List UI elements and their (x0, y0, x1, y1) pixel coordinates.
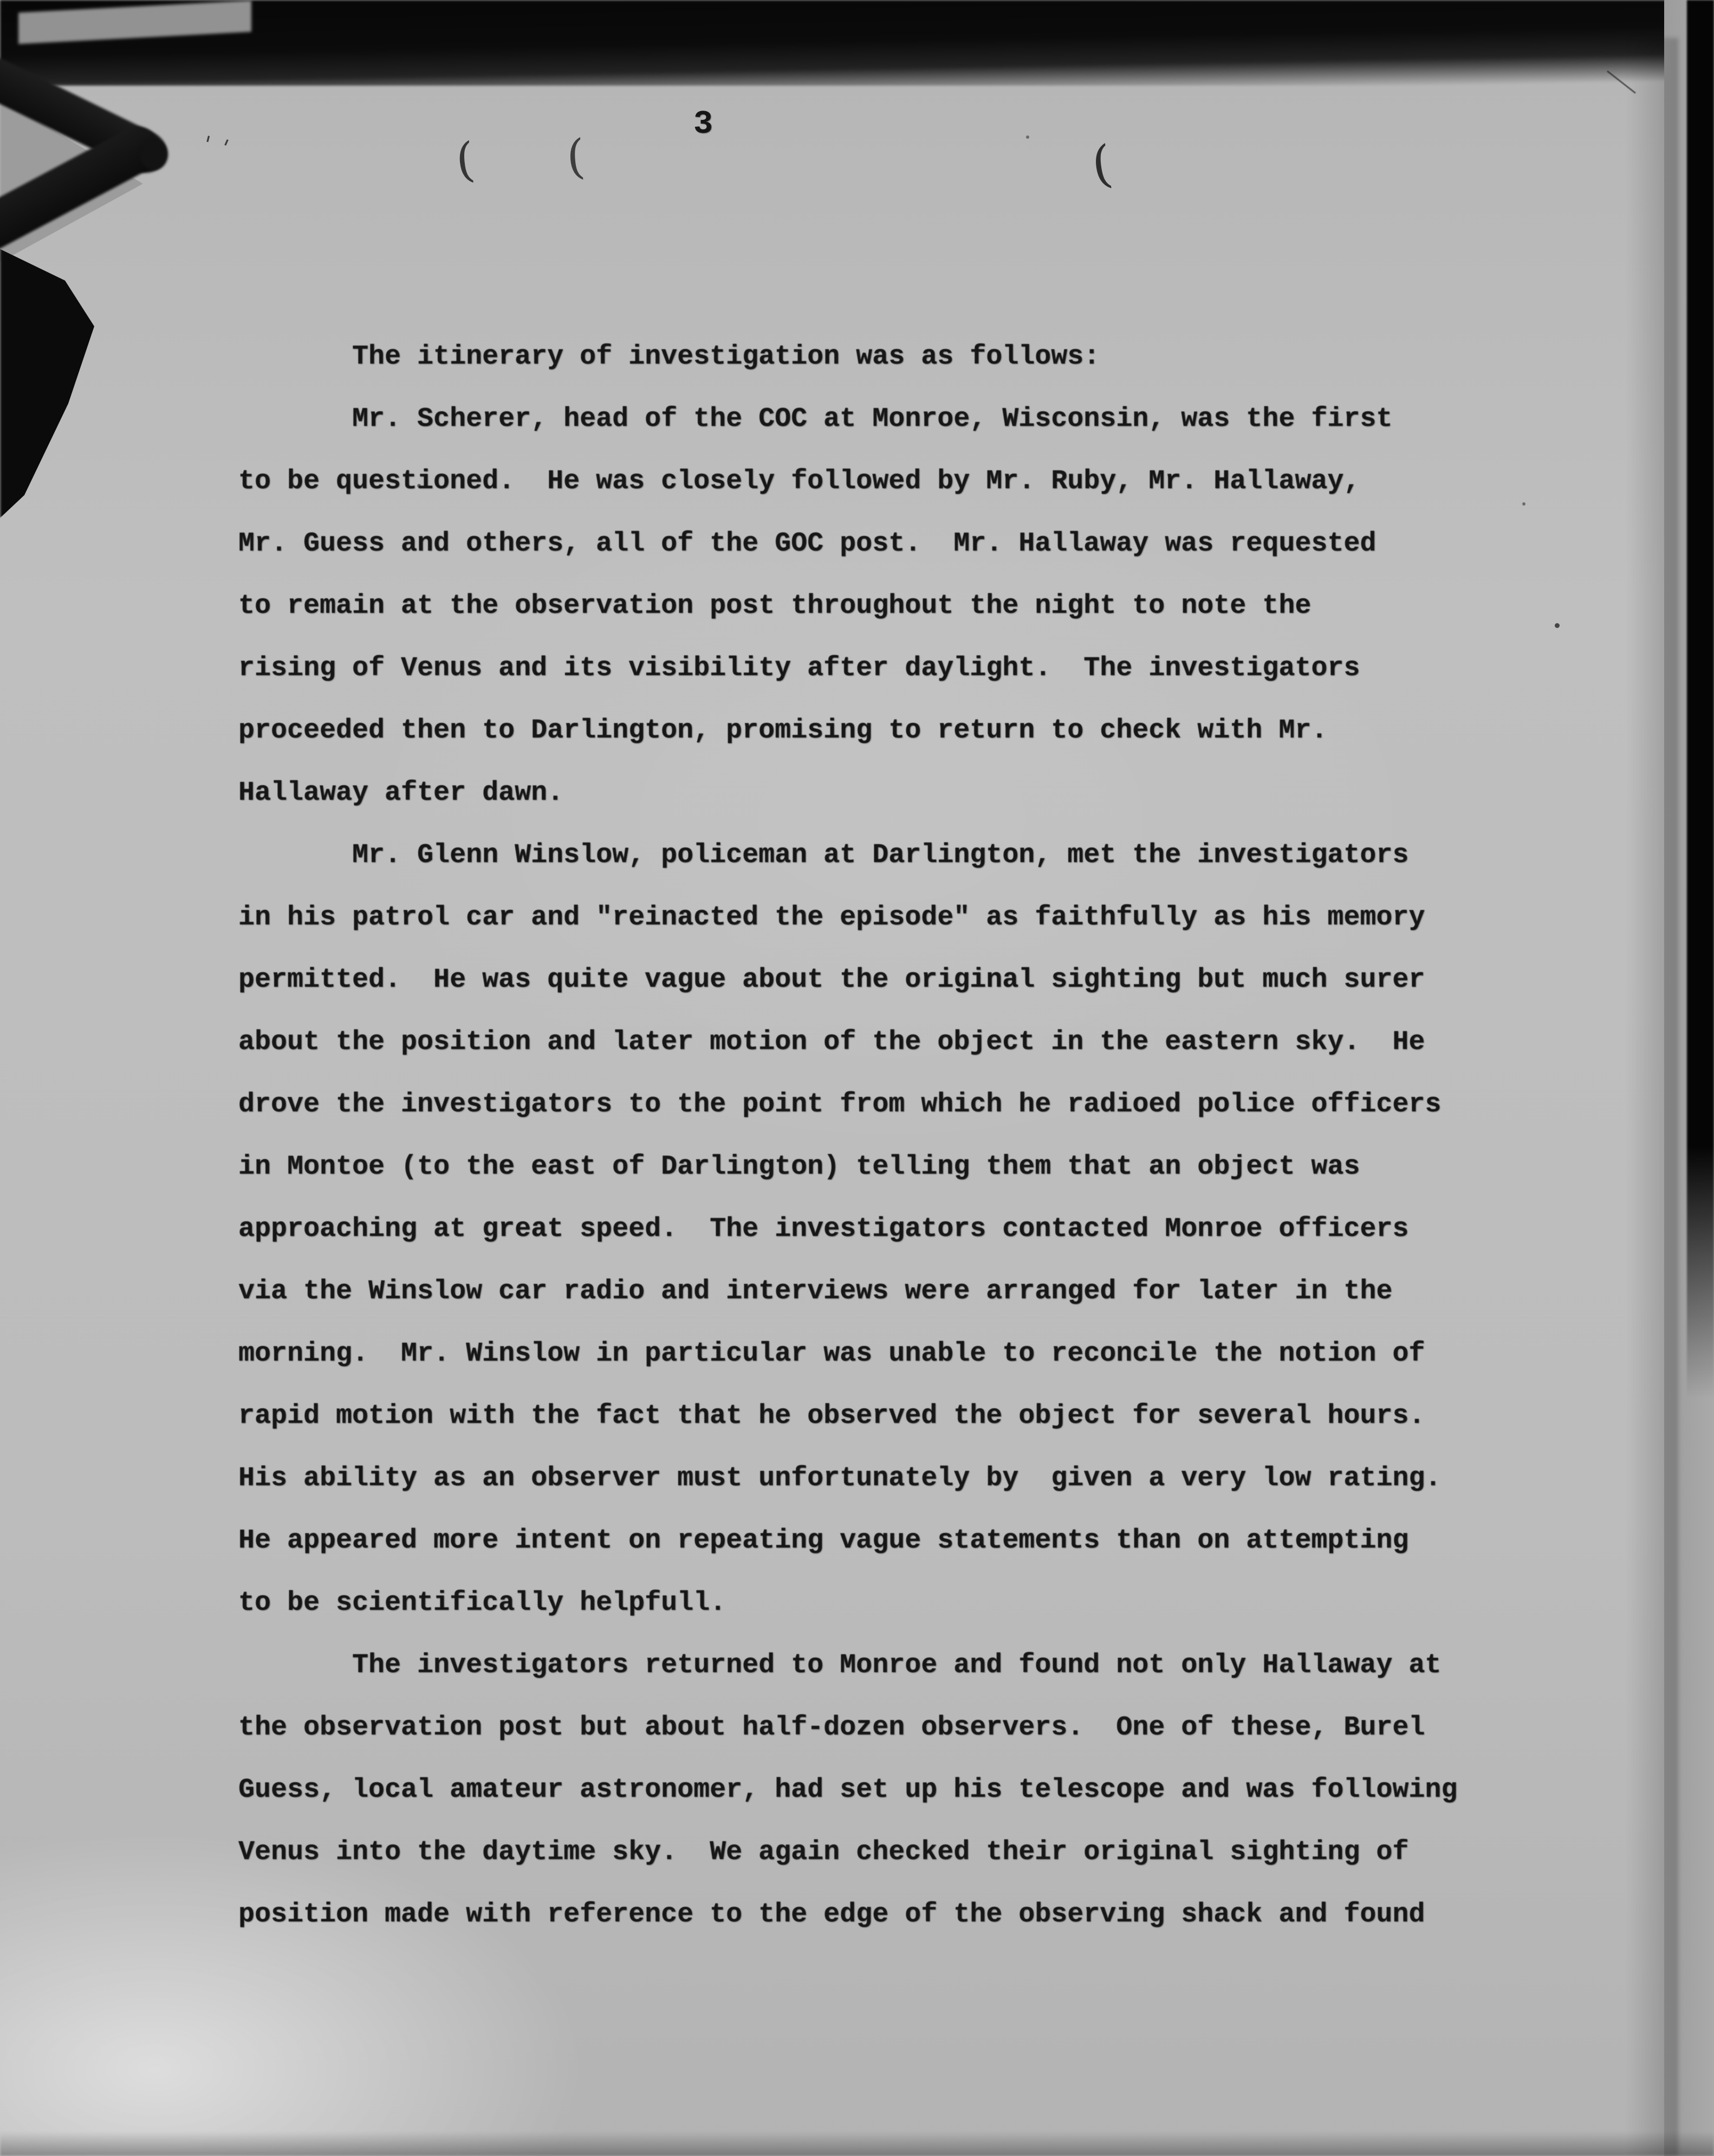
text-line: The itinerary of investigation was as follows: (238, 341, 1100, 372)
text-line: in his patrol car and "reinacted the episode" as faithfully as his memory (238, 902, 1425, 933)
scan-artifact-fold-tip (140, 139, 168, 170)
text-line: His ability as an observer must unfortunately by given a very low rating. (238, 1463, 1442, 1494)
text-line: in Montoe (to the east of Darlington) telling them that an object was (238, 1151, 1360, 1182)
pencil-tick-mark: ' (200, 131, 213, 158)
scan-artifact-right-edge (1687, 0, 1714, 1398)
text-line: permitted. He was quite vague about the original sighting but much surer (238, 964, 1425, 995)
scan-artifact-right-curl-shadow (1626, 38, 1678, 2156)
text-line: via the Winslow car radio and interviews were arranged for later in the (238, 1276, 1393, 1307)
text-line: He appeared more intent on repeating vague statements than on attempting (238, 1525, 1409, 1556)
scan-artifact-top-edge (0, 0, 1714, 86)
typewritten-text-block (238, 326, 1593, 1946)
text-line: about the position and later motion of the object in the eastern sky. He (238, 1027, 1425, 1058)
scan-artifact-bottom-edge (0, 2132, 1714, 2156)
text-line: morning. Mr. Winslow in particular was unable to reconcile the notion of (238, 1338, 1425, 1369)
text-line: position made with reference to the edge of the observing shack and found (238, 1899, 1425, 1930)
text-line: to be scientifically helpfull. (238, 1588, 726, 1618)
text-line: rising of Venus and its visibility after daylight. The investigators (238, 653, 1360, 684)
text-line: to remain at the observation post throughout the night to note the (238, 591, 1312, 621)
text-line: Venus into the daytime sky. We again checked their original sighting of (238, 1837, 1409, 1868)
scan-artifact-left-corner-shadow (0, 232, 163, 518)
text-line: drove the investigators to the point from which he radioed police officers (238, 1089, 1442, 1120)
pencil-paren-mark: ( (453, 132, 477, 189)
pencil-paren-mark: ( (1088, 134, 1116, 195)
text-line: Mr. Scherer, head of the COC at Monroe, Wisconsin, was the first (238, 404, 1393, 435)
text-line: Mr. Guess and others, all of the GOC post. Mr. Hallaway was requested (238, 528, 1377, 559)
text-line: approaching at great speed. The investigators contacted Monroe officers (238, 1214, 1409, 1245)
text-line: the observation post but about half-dozen observers. One of these, Burel (238, 1712, 1425, 1743)
text-line: proceeded then to Darlington, promising to return to check with Mr. (238, 715, 1328, 746)
text-line: Mr. Glenn Winslow, policeman at Darlington, met the investigators (238, 840, 1409, 871)
text-line: to be questioned. He was closely followed by Mr. Ruby, Mr. Hallaway, (238, 466, 1360, 497)
pencil-paren-mark: ( (564, 129, 587, 185)
text-line: Hallaway after dawn. (238, 778, 564, 808)
text-line: rapid motion with the fact that he observed the object for several hours. (238, 1401, 1425, 1432)
text-line: The investigators returned to Monroe and found not only Hallaway at (238, 1650, 1442, 1681)
pencil-tick-mark: ' (216, 134, 233, 161)
scan-speck (1026, 135, 1029, 139)
page-number: 3 (693, 106, 713, 143)
text-line: Guess, local amateur astronomer, had set up his telescope and was following (238, 1775, 1458, 1805)
